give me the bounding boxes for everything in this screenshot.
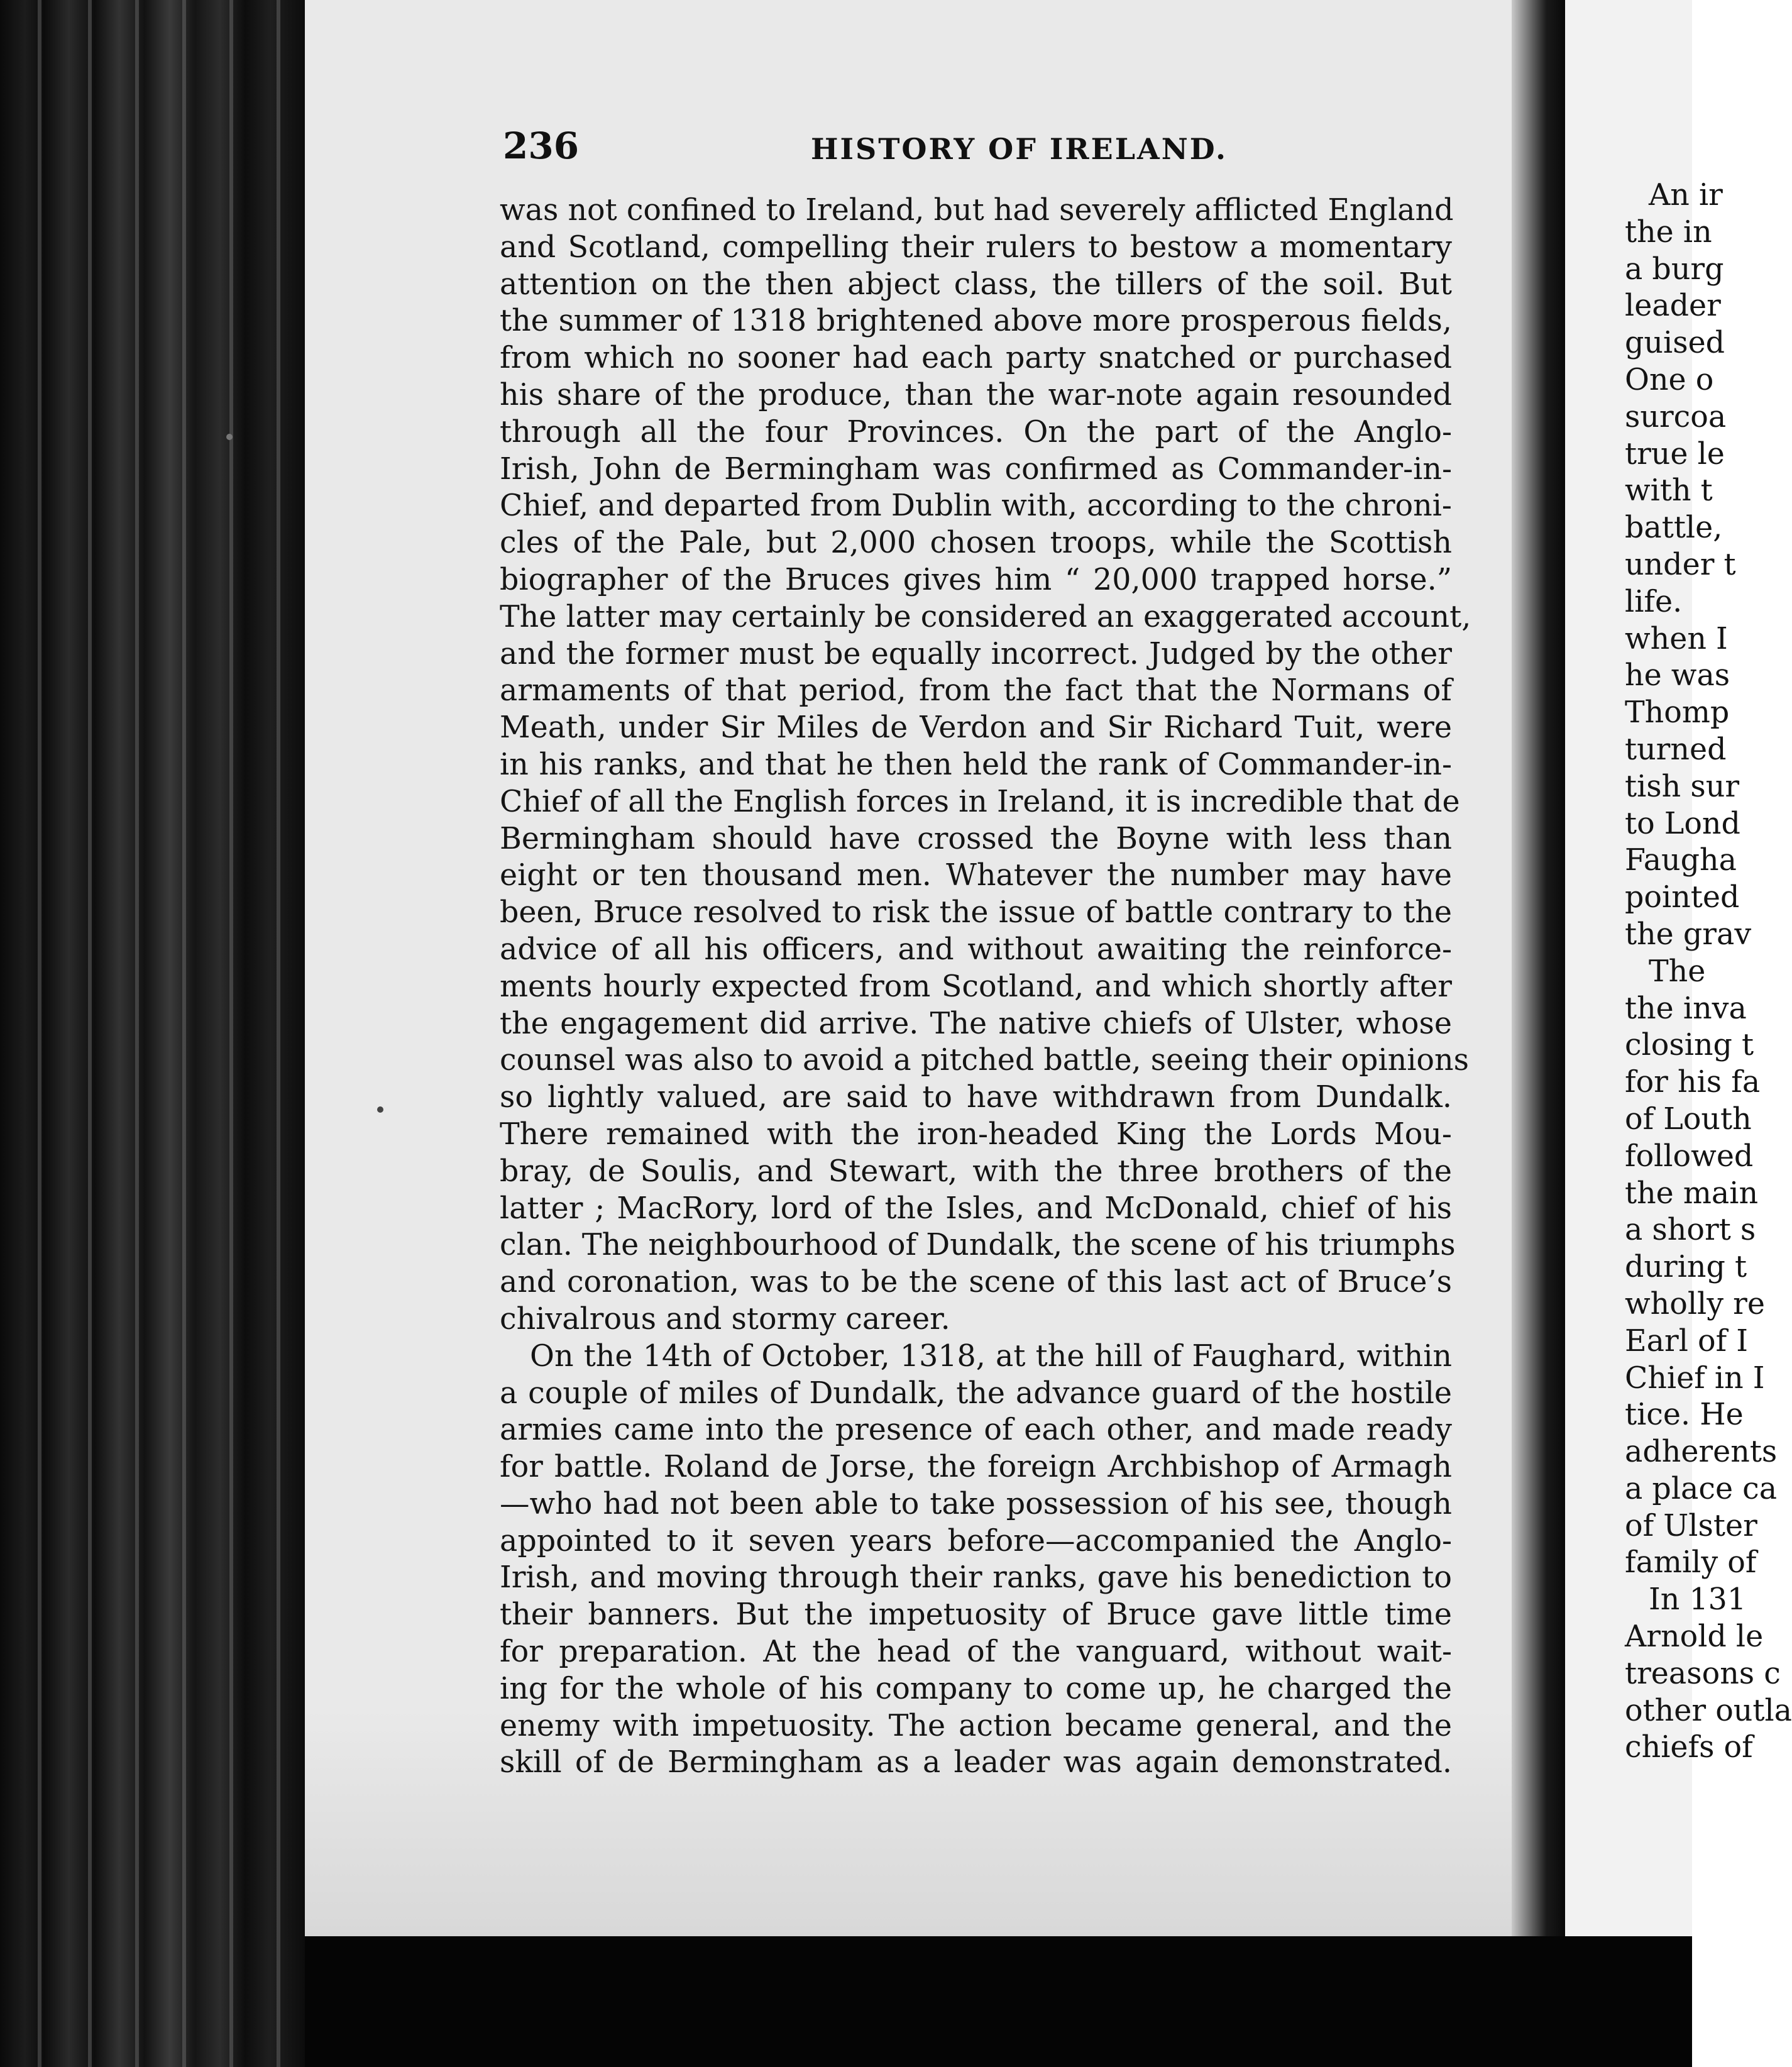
scan-speck [226,434,233,440]
right-page-line: of Louth [1625,1101,1752,1137]
right-page-line: Arnold le [1625,1619,1764,1655]
text-line: —who had not been able to take possession of his see, though [500,1486,1452,1521]
text-line: clan. The neighbourhood of Dundalk, the scene of his triumphs [500,1228,1456,1263]
text-line: been, Bruce resolved to risk the issue of battle contrary to the [500,895,1452,930]
right-page-line: true le [1625,436,1725,471]
text-line: Irish, John de Bermingham was confirmed as Commander-in- [500,451,1452,487]
binding-stripe [182,0,186,2067]
text-line: Meath, under Sir Miles de Verdon and Sir Richard Tuit, were [500,710,1452,746]
right-page-line: life. [1625,584,1683,619]
right-page-line: surcoa [1625,399,1727,434]
text-line: so lightly valued, are said to have withdrawn from Dundalk. [500,1080,1452,1115]
text-line: and coronation, was to be the scene of this last act of Bruce’s [500,1265,1452,1300]
right-page-line: The [1649,954,1706,989]
right-page-line: Earl of I [1625,1323,1749,1359]
binding-stripe [135,0,139,2067]
text-line: enemy with impetuosity. The action became general, and the [500,1708,1452,1743]
text-line: counsel was also to avoid a pitched battle, seeing their opinions [500,1043,1469,1078]
text-line: and the former must be equally incorrect. Judged by the other [500,636,1452,671]
right-page-line: Chief in I [1625,1360,1765,1396]
right-page-line: An ir [1649,178,1723,212]
right-page-line: Thomp [1625,695,1730,730]
text-line: from which no sooner had each party snatched or purchased [500,341,1452,376]
text-line: the summer of 1318 brightened above more prosperous fields, [500,304,1452,339]
right-page-line: he was [1625,658,1730,693]
right-page-line: turned [1625,732,1727,767]
binding-stripe [229,0,233,2067]
right-page-line: pointed [1625,880,1740,915]
text-line: was not confined to Ireland, but had severely afflicted England [500,193,1454,228]
text-line: through all the four Provinces. On the part of the Anglo- [500,414,1452,449]
running-head: HISTORY OF IRELAND. [811,132,1228,166]
right-page-line: a place ca [1625,1471,1778,1506]
scan-speck [377,1106,383,1113]
right-page-line: In 131 [1649,1582,1747,1618]
text-line: for battle. Roland de Jorse, the foreign Archbishop of Armagh [500,1450,1452,1485]
text-line: skill of de Bermingham as a leader was again demonstrated. [500,1745,1452,1780]
right-page-line: of Ulster [1625,1508,1757,1543]
text-line: biographer of the Bruces gives him “ 20,000 trapped horse.” [500,562,1452,597]
right-page-line: One o [1625,362,1714,397]
book-binding-edge [0,0,327,2067]
right-page-line: chiefs of [1625,1730,1753,1765]
right-page-line: leader [1625,289,1721,324]
right-page-line: guised [1625,326,1725,361]
scan-bottom-edge [305,1936,1692,2067]
text-line: On the 14th of October, 1318, at the hill of Faughard, within [530,1338,1452,1374]
right-page-line: tice. He [1625,1397,1744,1433]
text-line: attention on the then abject class, the tillers of the soil. But [500,267,1452,302]
right-page-line: under t [1625,547,1736,582]
binding-stripe [88,0,92,2067]
text-line: appointed to it seven years before—accompanied the Anglo- [500,1523,1452,1558]
right-page-line: treasons c [1625,1656,1781,1691]
text-line: ments hourly expected from Scotland, and which shortly after [500,969,1452,1004]
text-line: in his ranks, and that he then held the rank of Commander-in- [500,747,1452,782]
text-line: armies came into the presence of each other, and made ready [500,1413,1452,1448]
text-line: chivalrous and stormy career. [500,1301,950,1337]
right-page-line: the grav [1625,917,1752,952]
right-page-line: the main [1625,1176,1759,1211]
text-line: cles of the Pale, but 2,000 chosen troops, while the Scottish [500,526,1452,561]
right-page-line: to Lond [1625,806,1740,841]
binding-stripe [277,0,280,2067]
right-page-line: family of [1625,1545,1757,1580]
right-page-line: followed [1625,1138,1754,1174]
page-number: 236 [503,124,580,167]
text-line: for preparation. At the head of the vanguard, without wait- [500,1634,1452,1670]
body-text [500,192,1471,1782]
text-line: bray, de Soulis, and Stewart, with the three brothers of the [500,1154,1452,1189]
text-line: Chief of all the English forces in Ireland, it is incredible that de [500,784,1460,819]
right-page-line: a burg [1625,251,1724,287]
text-line: There remained with the iron-headed King the Lords Mou- [500,1116,1452,1152]
text-line: eight or ten thousand men. Whatever the number may have [500,858,1452,893]
right-page-line: a short s [1625,1213,1756,1248]
right-page-line: other outla [1625,1693,1792,1728]
text-line: his share of the produce, than the war-note again resounded [500,377,1452,412]
text-line: a couple of miles of Dundalk, the advance guard of the hostile [500,1375,1452,1411]
text-line: The latter may certainly be considered an exaggerated account, [500,599,1471,634]
text-line: their banners. But the impetuosity of Bruce gave little time [500,1597,1452,1633]
text-line: latter ; MacRory, lord of the Isles, and McDonald, chief of his [500,1191,1452,1226]
right-page-line: the in [1625,214,1712,250]
text-line: Chief, and departed from Dublin with, according to the chroni- [500,488,1452,524]
right-page-line: closing t [1625,1028,1754,1063]
right-page-line: the inva [1625,991,1747,1026]
right-page-line: during t [1625,1250,1747,1285]
right-page-line: when I [1625,621,1728,656]
right-page-line: battle, [1625,510,1723,546]
text-line: the engagement did arrive. The native chiefs of Ulster, whose [500,1006,1452,1041]
text-line: Bermingham should have crossed the Boyne with less than [500,821,1452,856]
text-line: Irish, and moving through their ranks, gave his benediction to [500,1560,1452,1596]
text-line: ing for the whole of his company to come up, he charged the [500,1671,1452,1706]
text-line: armaments of that period, from the fact that the Normans of [500,673,1452,708]
text-line: and Scotland, compelling their rulers to bestow a momentary [500,229,1452,265]
text-line: advice of all his officers, and without awaiting the reinforce- [500,932,1452,967]
right-page-line: for his fa [1625,1065,1761,1100]
right-page-line: Faugha [1625,843,1737,878]
right-page-line: adherents [1625,1435,1778,1470]
right-page-line: tish sur [1625,769,1740,804]
right-page-text-fragment [1625,177,1792,1767]
right-page-line: wholly re [1625,1286,1765,1321]
right-page-line: with t [1625,473,1713,509]
binding-stripe [38,0,41,2067]
